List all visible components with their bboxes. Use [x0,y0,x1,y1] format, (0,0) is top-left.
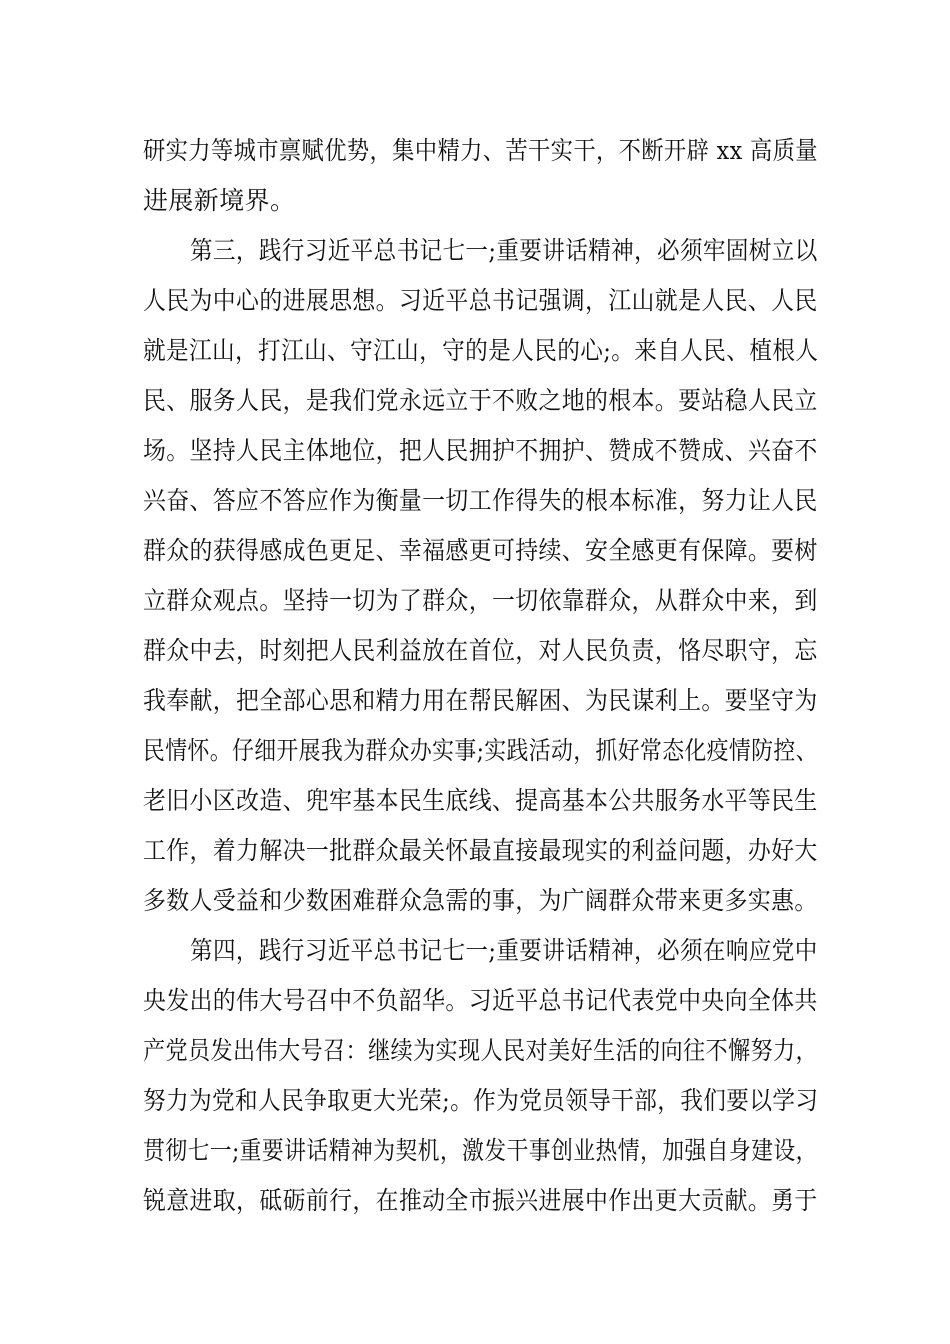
text-line-9: 群众的获得感成色更足、幸福感更可持续、安全感更有保障。要树 [143,536,818,565]
paragraph-3-start: 第三，践行习近平总书记七一;重要讲话精神，必须牢固树立以 [190,236,818,265]
text-line-1: 研实力等城市禀赋优势，集中精力、苦干实干，不断开辟 xx 高质量 [143,136,818,165]
text-line-12: 我奉献，把全部心思和精力用在帮民解困、为民谋利上。要坚守为 [143,686,818,715]
text-line-14: 老旧小区改造、兜牢基本民生底线、提高基本公共服务水平等民生 [143,786,818,815]
text-line-13: 民情怀。仔细开展我为群众办实事;实践活动，抓好常态化疫情防控、 [143,736,818,765]
text-line-4: 人民为中心的进展思想。习近平总书记强调，江山就是人民、人民 [143,286,818,315]
text-line-6: 民、服务人民，是我们党永远立于不败之地的根本。要站稳人民立 [143,386,818,415]
text-line-18: 央发出的伟大号召中不负韶华。习近平总书记代表党中央向全体共 [143,986,818,1015]
text-line-5: 就是江山，打江山、守江山，守的是人民的心;。来自人民、植根人 [143,336,819,365]
text-line-7: 场。坚持人民主体地位，把人民拥护不拥护、赞成不赞成、兴奋不 [143,436,818,465]
text-line-2: 进展新境界。 [143,186,296,215]
text-line-16: 多数人受益和少数困难群众急需的事，为广阔群众带来更多实惠。 [143,886,818,915]
text-line-22: 锐意进取，砥砺前行，在推动全市振兴进展中作出更大贡献。勇于 [143,1186,818,1215]
text-line-20: 努力为党和人民争取更大光荣;。作为党员领导干部，我们要以学习 [143,1086,819,1115]
text-line-19: 产党员发出伟大号召：继续为实现人民对美好生活的向往不懈努力， [143,1036,818,1065]
text-line-15: 工作，着力解决一批群众最关怀最直接最现实的利益问题，办好大 [143,836,818,865]
paragraph-4-start: 第四，践行习近平总书记七一;重要讲话精神，必须在响应党中 [190,936,818,965]
text-line-11: 群众中去，时刻把人民利益放在首位，对人民负责，恪尽职守，忘 [143,636,818,665]
text-line-21: 贯彻七一;重要讲话精神为契机，激发干事创业热情，加强自身建设， [143,1136,818,1165]
text-line-10: 立群众观点。坚持一切为了群众，一切依靠群众，从群众中来，到 [143,586,818,615]
text-line-8: 兴奋、答应不答应作为衡量一切工作得失的根本标准，努力让人民 [143,486,818,515]
